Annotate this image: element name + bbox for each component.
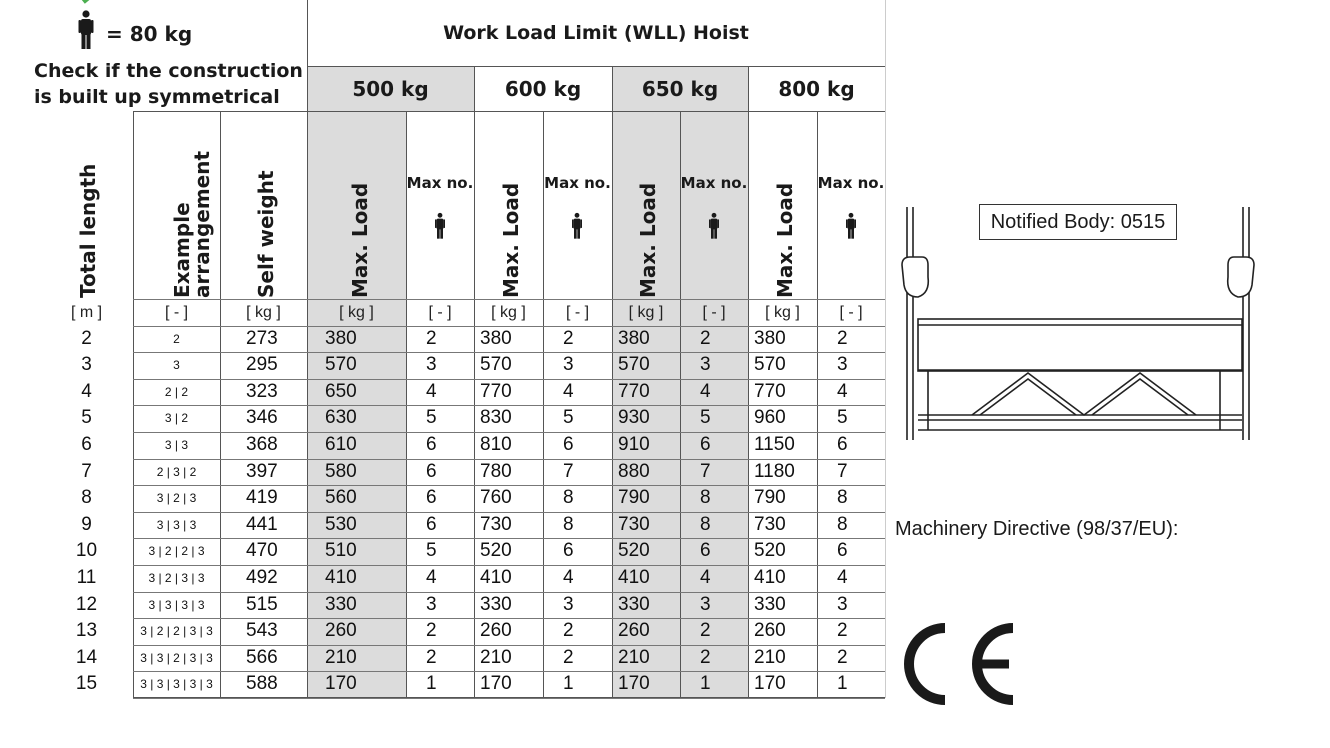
table-cell: 3 | 3 | 3 | 3 | 3 — [140, 677, 213, 692]
table-cell: 210 — [754, 646, 786, 668]
table-cell: 1 — [837, 673, 848, 695]
table-cell: 2 — [173, 331, 180, 346]
table-cell: 1180 — [754, 460, 795, 482]
header-example-line1: Example — [170, 202, 194, 298]
table-cell: 13 — [75, 620, 98, 642]
table-cell: 4 — [837, 566, 848, 588]
table-cell: 3 | 3 | 3 — [156, 517, 197, 532]
symmetry-note-line1: Check if the construction — [34, 60, 303, 82]
header-example-line2: arrangement — [190, 150, 214, 298]
table-cell: 6 — [700, 540, 711, 562]
table-cell: 520 — [480, 540, 512, 562]
table-cell: 170 — [754, 673, 786, 695]
table-cell: 6 — [700, 433, 711, 455]
table-cell: 3 — [837, 593, 848, 615]
table-cell: 7 — [700, 460, 711, 482]
person-icon — [706, 207, 722, 245]
table-cell: 410 — [754, 566, 786, 588]
header-max-load-500: Max. Load — [348, 182, 372, 298]
table-cell: 410 — [618, 566, 650, 588]
table-cell: 570 — [754, 354, 786, 376]
table-cell: 5 — [700, 407, 711, 429]
table-cell: 260 — [480, 620, 512, 642]
table-cell: 8 — [837, 513, 848, 535]
header-max-no-650: Max no. — [680, 174, 748, 192]
table-cell: 2 — [700, 327, 711, 349]
table-cell: 3 | 2 | 3 — [156, 491, 197, 506]
table-cell: 3 — [81, 354, 92, 376]
table-cell: 4 — [426, 566, 437, 588]
table-cell: 3 — [426, 354, 437, 376]
table-cell: 780 — [480, 460, 512, 482]
table-cell: 7 — [837, 460, 848, 482]
table-cell: 10 — [75, 540, 98, 562]
table-cell: 560 — [325, 487, 357, 509]
table-cell: 5 — [837, 407, 848, 429]
table-cell: 8 — [700, 513, 711, 535]
table-cell: 910 — [618, 433, 650, 455]
person-icon — [569, 207, 585, 245]
table-cell: 4 — [700, 566, 711, 588]
table-cell: 14 — [75, 646, 98, 668]
table-cell: 570 — [618, 354, 650, 376]
header-max-no-800: Max no. — [817, 174, 885, 192]
table-title: Work Load Limit (WLL) Hoist — [443, 22, 749, 44]
table-cell: 470 — [246, 540, 278, 562]
table-cell: 346 — [246, 407, 278, 429]
table-cell: 810 — [480, 433, 512, 455]
grid-line — [307, 66, 885, 67]
table-cell: 12 — [75, 593, 98, 615]
table-cell: 4 — [426, 380, 437, 402]
grid-line — [474, 66, 475, 698]
symmetry-note-line2: is built up symmetrical — [34, 86, 280, 108]
table-cell: 650 — [325, 380, 357, 402]
table-cell: 2 — [563, 620, 574, 642]
table-cell: 7 — [81, 460, 92, 482]
table-cell: 4 — [563, 566, 574, 588]
table-cell: 6 — [426, 433, 437, 455]
table-cell: 2 — [426, 327, 437, 349]
table-cell: 3 — [700, 593, 711, 615]
table-cell: 730 — [754, 513, 786, 535]
unit-label: [ - ] — [565, 304, 590, 321]
unit-label: [ kg ] — [339, 304, 374, 321]
table-cell: 6 — [837, 540, 848, 562]
table-cell: 8 — [81, 487, 92, 509]
table-cell: 3 | 2 — [164, 411, 189, 426]
table-cell: 770 — [618, 380, 650, 402]
table-cell: 8 — [700, 487, 711, 509]
table-cell: 380 — [325, 327, 357, 349]
table-cell: 7 — [563, 460, 574, 482]
table-cell: 3 | 3 | 2 | 3 | 3 — [140, 650, 213, 665]
table-cell: 4 — [700, 380, 711, 402]
table-cell: 3 — [700, 354, 711, 376]
ce-mark-icon — [903, 622, 1019, 706]
platform-diagram-icon — [900, 205, 1260, 445]
table-cell: 580 — [325, 460, 357, 482]
table-cell: 5 — [426, 407, 437, 429]
table-cell: 730 — [618, 513, 650, 535]
person-icon — [432, 207, 448, 245]
table-cell: 3 — [426, 593, 437, 615]
table-cell: 790 — [618, 487, 650, 509]
table-cell: 3 — [837, 354, 848, 376]
unit-label: [ kg ] — [628, 304, 664, 321]
table-cell: 492 — [246, 566, 278, 588]
table-cell: 8 — [837, 487, 848, 509]
table-cell: 4 — [81, 380, 92, 402]
units-divider — [133, 299, 885, 300]
grid-line — [885, 0, 886, 698]
symmetry-note — [34, 58, 334, 110]
legend — [30, 0, 306, 110]
table-cell: 3 — [563, 354, 574, 376]
table-cell: 1 — [700, 673, 711, 695]
table-cell: 610 — [325, 433, 357, 455]
capacity-600: 600 kg — [504, 77, 582, 101]
unit-label: [ m ] — [70, 304, 103, 321]
unit-label: [ - ] — [164, 304, 189, 321]
grid-line — [307, 0, 308, 698]
table-cell: 3 — [173, 358, 180, 373]
table-cell: 1150 — [754, 433, 795, 455]
person-icon — [74, 10, 98, 50]
table-cell: 6 — [837, 433, 848, 455]
table-cell: 770 — [754, 380, 786, 402]
table-cell: 170 — [618, 673, 650, 695]
table-cell: 380 — [480, 327, 512, 349]
table-cell: 2 — [837, 327, 848, 349]
table-cell: 2 — [563, 327, 574, 349]
header-self-weight: Self weight — [254, 170, 278, 298]
unit-label: [ - ] — [428, 304, 452, 321]
table-cell: 830 — [480, 407, 512, 429]
header-max-load-800: Max. Load — [773, 182, 797, 298]
table-cell: 770 — [480, 380, 512, 402]
table-cell: 730 — [480, 513, 512, 535]
header-max-load-600: Max. Load — [499, 182, 523, 298]
table-cell: 273 — [246, 327, 278, 349]
table-cell: 3 | 2 | 3 | 3 — [148, 570, 205, 585]
table-cell: 3 | 3 — [164, 437, 189, 452]
table-cell: 566 — [246, 646, 278, 668]
capacity-500: 500 kg — [352, 77, 429, 101]
table-cell: 543 — [246, 620, 278, 642]
capacity-800: 800 kg — [778, 77, 855, 101]
header-max-load-650: Max. Load — [636, 182, 660, 298]
table-cell: 2 — [426, 620, 437, 642]
table-cell: 2 — [700, 646, 711, 668]
unit-label: [ kg ] — [491, 304, 526, 321]
table-cell: 1 — [563, 673, 574, 695]
table-cell: 515 — [246, 593, 278, 615]
table-cell: 570 — [325, 354, 357, 376]
table-cell: 880 — [618, 460, 650, 482]
grid-line — [133, 111, 885, 112]
table-cell: 4 — [837, 380, 848, 402]
table-cell: 530 — [325, 513, 357, 535]
notified-body-label: Notified Body: 0515 — [979, 204, 1177, 240]
table-cell: 397 — [246, 460, 278, 482]
table-cell: 380 — [618, 327, 650, 349]
table-cell: 170 — [480, 673, 512, 695]
check-mark-icon — [80, 0, 92, 4]
unit-label: [ - ] — [839, 304, 863, 321]
table-cell: 11 — [76, 566, 97, 588]
table-cell: 3 — [563, 593, 574, 615]
table-cell: 588 — [246, 673, 278, 695]
table-cell: 410 — [480, 566, 512, 588]
unit-label: [ kg ] — [246, 304, 281, 321]
table-cell: 410 — [325, 566, 357, 588]
table-cell: 5 — [563, 407, 574, 429]
unit-label: [ kg ] — [765, 304, 800, 321]
table-cell: 260 — [618, 620, 650, 642]
table-cell: 210 — [618, 646, 650, 668]
table-cell: 210 — [480, 646, 512, 668]
grid-line — [612, 66, 613, 698]
table-cell: 5 — [426, 540, 437, 562]
table-cell: 570 — [480, 354, 512, 376]
unit-label: [ - ] — [702, 304, 726, 321]
table-cell: 2 | 2 — [164, 384, 189, 399]
table-cell: 2 — [426, 646, 437, 668]
header-max-no-600: Max no. — [544, 174, 611, 192]
grid-line — [748, 66, 749, 698]
table-cell: 6 — [81, 433, 92, 455]
capacity-650: 650 kg — [641, 77, 719, 101]
table-cell: 510 — [325, 540, 357, 562]
table-cell: 330 — [325, 593, 357, 615]
table-cell: 2 — [563, 646, 574, 668]
table-cell: 8 — [563, 513, 574, 535]
table-cell: 3 | 2 | 2 | 3 — [148, 544, 205, 559]
table-cell: 4 — [563, 380, 574, 402]
table-cell: 6 — [563, 433, 574, 455]
table-cell: 630 — [325, 407, 357, 429]
table-cell: 368 — [246, 433, 278, 455]
table-cell: 2 — [81, 327, 92, 349]
person-icon — [843, 207, 859, 245]
table-cell: 170 — [325, 673, 357, 695]
table-cell: 295 — [246, 354, 278, 376]
table-cell: 8 — [563, 487, 574, 509]
table-cell: 2 — [700, 620, 711, 642]
table-cell: 790 — [754, 487, 786, 509]
table-cell: 2 — [837, 646, 848, 668]
table-cell: 419 — [246, 487, 278, 509]
table-cell: 5 — [81, 407, 92, 429]
table-cell: 15 — [75, 673, 98, 695]
table-cell: 330 — [618, 593, 650, 615]
table-cell: 260 — [754, 620, 786, 642]
table-cell: 930 — [618, 407, 650, 429]
table-cell: 2 — [837, 620, 848, 642]
person-weight-note: = 80 kg — [106, 22, 193, 46]
row-divider — [133, 698, 885, 699]
table-cell: 441 — [246, 513, 278, 535]
table-cell: 9 — [81, 513, 92, 535]
table-cell: 3 | 3 | 3 | 3 — [148, 597, 205, 612]
table-cell: 330 — [480, 593, 512, 615]
table-cell: 210 — [325, 646, 357, 668]
table-cell: 323 — [246, 380, 278, 402]
header-max-no-500: Max no. — [406, 174, 474, 192]
table-cell: 380 — [754, 327, 786, 349]
table-cell: 6 — [426, 513, 437, 535]
table-cell: 520 — [754, 540, 786, 562]
table-cell: 520 — [618, 540, 650, 562]
table-cell: 2 | 3 | 2 — [156, 464, 197, 479]
machinery-directive-label: Machinery Directive (98/37/EU): — [895, 518, 1179, 540]
table-cell: 1 — [426, 673, 437, 695]
table-cell: 330 — [754, 593, 786, 615]
table-cell: 6 — [426, 460, 437, 482]
table-cell: 6 — [563, 540, 574, 562]
header-total-length: Total length — [76, 163, 100, 298]
table-cell: 260 — [325, 620, 357, 642]
table-cell: 3 | 2 | 2 | 3 | 3 — [140, 624, 213, 639]
table-cell: 960 — [754, 407, 786, 429]
table-cell: 760 — [480, 487, 512, 509]
table-cell: 6 — [426, 487, 437, 509]
